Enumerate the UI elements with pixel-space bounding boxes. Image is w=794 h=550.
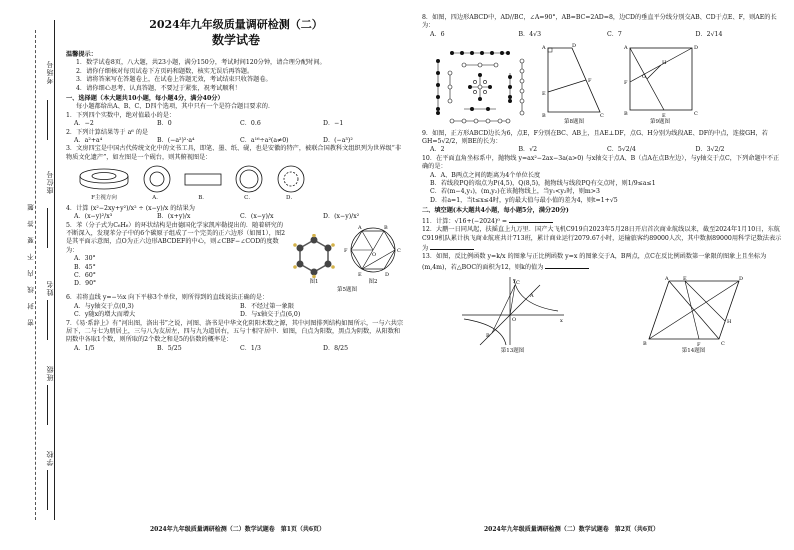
q9-caption: 第9题图 <box>650 119 670 126</box>
q12-answer-blank[interactable] <box>430 243 474 250</box>
q5-figures <box>288 222 406 295</box>
q10-stem: 10．在平面直角坐标系中，抛物线 y=ax²−2ax−3a(a>0) 与x轴交于点A、B（点A在点B左边），与y轴交于点C，下列命题中不正确的是： <box>422 154 780 171</box>
label-g: G <box>642 74 646 81</box>
label-b: B <box>485 333 490 340</box>
q4-option-b: B．(x+y)/x <box>157 213 191 221</box>
q7-q8-q9-figures <box>432 42 784 126</box>
seat-no-underline <box>47 208 48 248</box>
q10-option-b: B．若线段PQ的端点为P(4,5)，Q(8,5)，抛物线与线段PQ有交点时，则1/9≤a≤1 <box>430 180 656 188</box>
q3-option-a: A． <box>152 195 162 202</box>
label-e: E <box>358 271 362 278</box>
q9-option-a: A．2 <box>430 146 445 154</box>
q10-option-d: D．若a=1，当t≤x≤4时，y的最大值与最小值的差为4，则t=1+√5 <box>430 196 618 204</box>
label-d: D <box>572 43 577 50</box>
q5-fig2-label: 图2 <box>368 278 378 285</box>
q13-answer-blank[interactable] <box>545 262 589 269</box>
label-d: D <box>694 45 699 52</box>
hetu-diagram <box>432 47 528 127</box>
q6-option-c: C．y随x的增大而增大 <box>74 311 136 319</box>
label-c: C <box>397 247 401 254</box>
q6-options-row2 <box>74 311 406 319</box>
q1-stem: 1．下列四个实数中，绝对值最小的是： <box>66 111 176 119</box>
q7-option-d: D．8/25 <box>323 344 349 352</box>
label-b: B <box>384 224 388 231</box>
q2-option-c: C．a¹⁶÷a²(a≠0) <box>240 137 289 145</box>
binding-strip <box>0 0 62 550</box>
label-c: C <box>720 341 725 348</box>
q12-stem: 12．大鹏一日同风起，扶摇直上九万里．国产大飞机C919自2023年5月28日开启首次商业航线以来，截至2024年1月10日，东航C919机队累计执飞商业航班共计713班，累计商业运行2079.67小时，运输旅客约89000人次，其中数据89000用科学记数法表示为 <box>422 226 782 252</box>
exam-subtitle: 数学试卷 <box>211 33 260 47</box>
label-e: E <box>542 91 546 98</box>
label-c: C <box>515 280 520 287</box>
q2-option-d: D．(−a³)² <box>323 137 353 145</box>
q3-option-c-figure <box>232 164 266 202</box>
q9-option-c: C．5√2/4 <box>607 146 636 154</box>
q3-view-direction: F主视方向 <box>91 195 117 202</box>
label-o: O <box>511 317 516 324</box>
q7-option-a: A．1/5 <box>74 344 95 352</box>
label-y: y <box>512 278 516 285</box>
q13 <box>422 253 784 272</box>
label-a: A <box>664 276 669 283</box>
parallelogram-diagram <box>639 275 749 347</box>
q5-stem: 5．苯（分子式为C₆H₆）的环状结构是由德国化学家凯库勒提出的．随着研究的不断深入，发现苯分子中的6个碳原子组成了一个完美的正六边形（如图1），图2是其平面示意图，点O为正六边形ABCDEF的中心，则∠CBF−∠COD的度数为： <box>66 221 286 254</box>
section-2-heading: 二、填空题(本大题共4小题，每小题5分，满分20分) <box>422 207 569 215</box>
label-f: F <box>588 78 592 85</box>
seat-no-label: 座位号 <box>46 170 54 194</box>
label-e: E <box>662 113 666 119</box>
q7-option-b: B．5/25 <box>157 344 182 352</box>
q3-option-d: D． <box>286 195 296 202</box>
q5-figure-2 <box>342 222 404 286</box>
q5-option-d: D．90° <box>74 280 97 288</box>
q5-fig1-label: 图1 <box>309 278 319 285</box>
right-page <box>422 14 784 356</box>
q5-option-a: A．30° <box>74 255 96 263</box>
class-label: 班级 <box>46 365 54 381</box>
q4-option-c: C．(x−y)/x <box>240 213 274 221</box>
q8-options <box>430 31 784 39</box>
left-page <box>66 14 406 353</box>
q2-stem: 2．下列计算结果等于 a⁶ 的是 <box>66 128 149 136</box>
double-ring-icon <box>140 164 174 194</box>
q4-option-a: A．(x−y)²/x³ <box>74 213 113 221</box>
q2-option-b: B．(−a²)²·a⁴ <box>157 137 195 145</box>
label-h: H <box>662 60 667 67</box>
binding-line <box>54 20 55 520</box>
school-label: 学校 <box>46 450 54 466</box>
inkstone-icon <box>76 164 132 194</box>
q4-stem: 4．计算 (x²−2xy+y²)/x² ÷ (x−y)/x 的结果为 <box>66 204 195 212</box>
q9-options <box>430 146 784 154</box>
notice-block <box>66 51 406 93</box>
q1-options <box>74 120 406 128</box>
q1-option-d: D．−1 <box>323 120 344 128</box>
label-d: D <box>738 276 743 283</box>
benzene-molecule-icon <box>290 234 338 278</box>
q9-stem: 9．如图，正方形ABCD边长为6，点E，F分别在BC、AB上，且AE⊥DF，点G、H分别为线段AE、DF的中点，连接GH，若GH=5√2/2，则BE的长为： <box>422 129 768 146</box>
q3-figures <box>76 164 406 202</box>
q6-option-d: D．与x轴交于点(6,0) <box>240 311 301 319</box>
q14-caption: 第14题图 <box>681 348 706 355</box>
exam-no-underline <box>47 100 48 140</box>
q8-caption: 第8题图 <box>564 119 584 126</box>
q13-stem: 13．如图，反比例函数 y=k/x 的图象与正比例函数 y=x 的图象交于A，B两点，点C在反比例函数第一象限的图象上且坐标为(m,4m)，若△BOC的面积为12，则k的值为 <box>422 253 767 271</box>
q1-option-b: B．0 <box>157 120 172 128</box>
q8-option-c: C．7 <box>607 30 622 38</box>
q5-figure-pair <box>290 222 404 286</box>
q8-stem: 8．如图，四边形ABCD中，AD//BC，∠A=90°，AB=BC=2AD=8，边CD的垂直平分线分别交AB、CD于点E、F，则AE的长为： <box>422 14 777 30</box>
label-a: A <box>358 224 362 231</box>
exam-no-label: 考场号 <box>46 60 54 84</box>
q12 <box>422 226 784 253</box>
q8-option-b: B．4√3 <box>518 30 542 38</box>
q3-inkstone-figure <box>76 164 132 202</box>
label-b: B <box>542 113 546 119</box>
label-a: A <box>529 293 534 300</box>
school-underline <box>47 470 48 510</box>
label-o: O <box>372 251 377 258</box>
q9-figure <box>620 42 700 126</box>
hexagon-in-circle-diagram <box>342 222 404 278</box>
q3-option-d-figure <box>274 164 308 202</box>
dashed-ring-icon <box>274 164 308 194</box>
inverse-function-graph <box>458 275 568 347</box>
q7-stem: 7．《易·系辞上》有“河出图，洛出书”之说，河图、洛书是中华文化阴阳术数之源，其中河图排列结构如图所示，一与六共宗居下，二与七为朋居上，三与八为友居左，四与九为道居右，五与十相守居中．如图，白点为阳数，黑点为阴数，从阳数和阴数中各取1个数，则所取的2个数之和是5的倍数的概率是： <box>66 319 404 344</box>
label-c: C <box>600 113 604 119</box>
q11-stem: 11．计算：√16+(−2024)⁰ = <box>422 217 508 225</box>
q5-block <box>66 222 406 295</box>
q3-stem: 3．文房四宝是中国古代传统文化中的文书工具，即笔、墨、纸、砚，也是安徽的特产，被联合国教科文组织列为世界级“非物质文化遗产”，如左图是一个砚台，则其俯视图是： <box>66 145 402 161</box>
q8-option-d: D．2√14 <box>695 30 723 38</box>
label-a: A <box>542 45 546 52</box>
label-x: x <box>559 318 563 325</box>
footer-right: 2024年九年级质量调研检测（二）数学试题卷 第2页（共6页） <box>484 526 660 533</box>
name-underline <box>47 300 48 340</box>
class-underline <box>47 385 48 425</box>
q1-option-a: A．−2 <box>74 120 94 128</box>
exam-title: 2024年九年级质量调研检测（二） <box>149 18 323 31</box>
seal-warning: 密 封 线 内 不 要 答 题 <box>27 200 35 327</box>
label-b: B <box>642 341 647 348</box>
q9-option-b: B．√2 <box>518 146 538 154</box>
q3-option-a-figure <box>140 164 174 202</box>
q6-option-b: B．不经过第一象限 <box>240 302 295 310</box>
label-d: D <box>385 271 390 278</box>
q1-option-c: C．0.6 <box>240 120 261 128</box>
trapezoid-diagram <box>538 42 610 118</box>
q5-text <box>66 222 288 295</box>
q11 <box>422 216 784 226</box>
q3-option-c: C． <box>244 195 254 202</box>
q4-option-d: D．(x−y)/x² <box>323 213 360 221</box>
q6-stem: 6．若将直线 y=−⅓x 向下平移3个单位，则所得到的直线说法正确的是： <box>66 294 269 302</box>
notice-item: 3．请将答案写在答题卷上，在试卷上答题无效，考试结束只收答题卷。 <box>76 76 272 84</box>
q10-option-a: A．A、B两点之间的距离为4个单位长度 <box>430 171 541 179</box>
q3-option-b-figure <box>182 164 224 202</box>
q13-figure <box>458 275 568 355</box>
ring-icon <box>232 164 266 194</box>
q5-figure-1 <box>290 234 338 286</box>
section-1-instruction: 每小题都给出A、B、C、D四个选项，其中只有一个是符合题目要求的． <box>76 103 275 111</box>
name-label: 姓名 <box>46 280 54 296</box>
q5-option-b: B．45° <box>74 263 96 271</box>
q2-option-a: A．a²+a⁴ <box>74 137 103 145</box>
q11-answer-blank[interactable] <box>509 216 553 223</box>
q9-option-d: D．3√2/2 <box>695 146 725 154</box>
section-1-heading: 一、选择题（本大题共10小题，每小题4分，满分40分） <box>66 95 224 103</box>
square-diagram <box>620 42 700 118</box>
q6-options-row1 <box>74 303 406 311</box>
q13-q14-figures <box>422 275 784 355</box>
q5-caption: 第5题图 <box>337 286 357 293</box>
notice-item: 2．请你仔细核对每页试卷下方页码和题数，核实无误后再答题。 <box>76 67 254 75</box>
q7-option-c: C．1/3 <box>240 344 261 352</box>
q10-option-c: C．若(m−4,y₁)，(m,y₂)在该抛物线上，当y₁<y₂时，则m>3 <box>430 188 600 196</box>
label-e: E <box>682 276 687 283</box>
notice-item: 4．请你细心思考、认真答题，不要过于紧张，祝考试顺利！ <box>76 84 241 92</box>
label-f: F <box>344 247 348 254</box>
notice-heading: 温馨提示： <box>66 51 97 58</box>
q6-option-a: A．与y轴交于点(0,3) <box>74 302 134 310</box>
label-b: B <box>624 111 628 118</box>
q8-figure <box>538 42 610 126</box>
footer-left: 2024年九年级质量调研检测（二）数学试题卷 第1页（共6页） <box>150 526 326 533</box>
label-c: C <box>694 111 698 118</box>
label-a: A <box>624 45 628 52</box>
q13-caption: 第13题图 <box>500 348 525 355</box>
label-f: F <box>696 342 700 348</box>
q8-option-a: A．6 <box>430 30 445 38</box>
q5-option-c: C．60° <box>74 271 96 279</box>
q4-options <box>74 213 406 221</box>
label-h: H <box>726 319 731 326</box>
notice-item: 1．数学试卷8页，八大题，共23小题，满分150分，考试时间120分钟，请合理分配时间。 <box>76 59 326 67</box>
q14-figure <box>639 275 749 355</box>
rectangle-icon <box>182 164 224 194</box>
q3-option-b: B． <box>198 195 208 202</box>
q7-options <box>74 345 406 353</box>
seal-dotted-line <box>35 30 36 520</box>
label-f: F <box>624 80 628 87</box>
